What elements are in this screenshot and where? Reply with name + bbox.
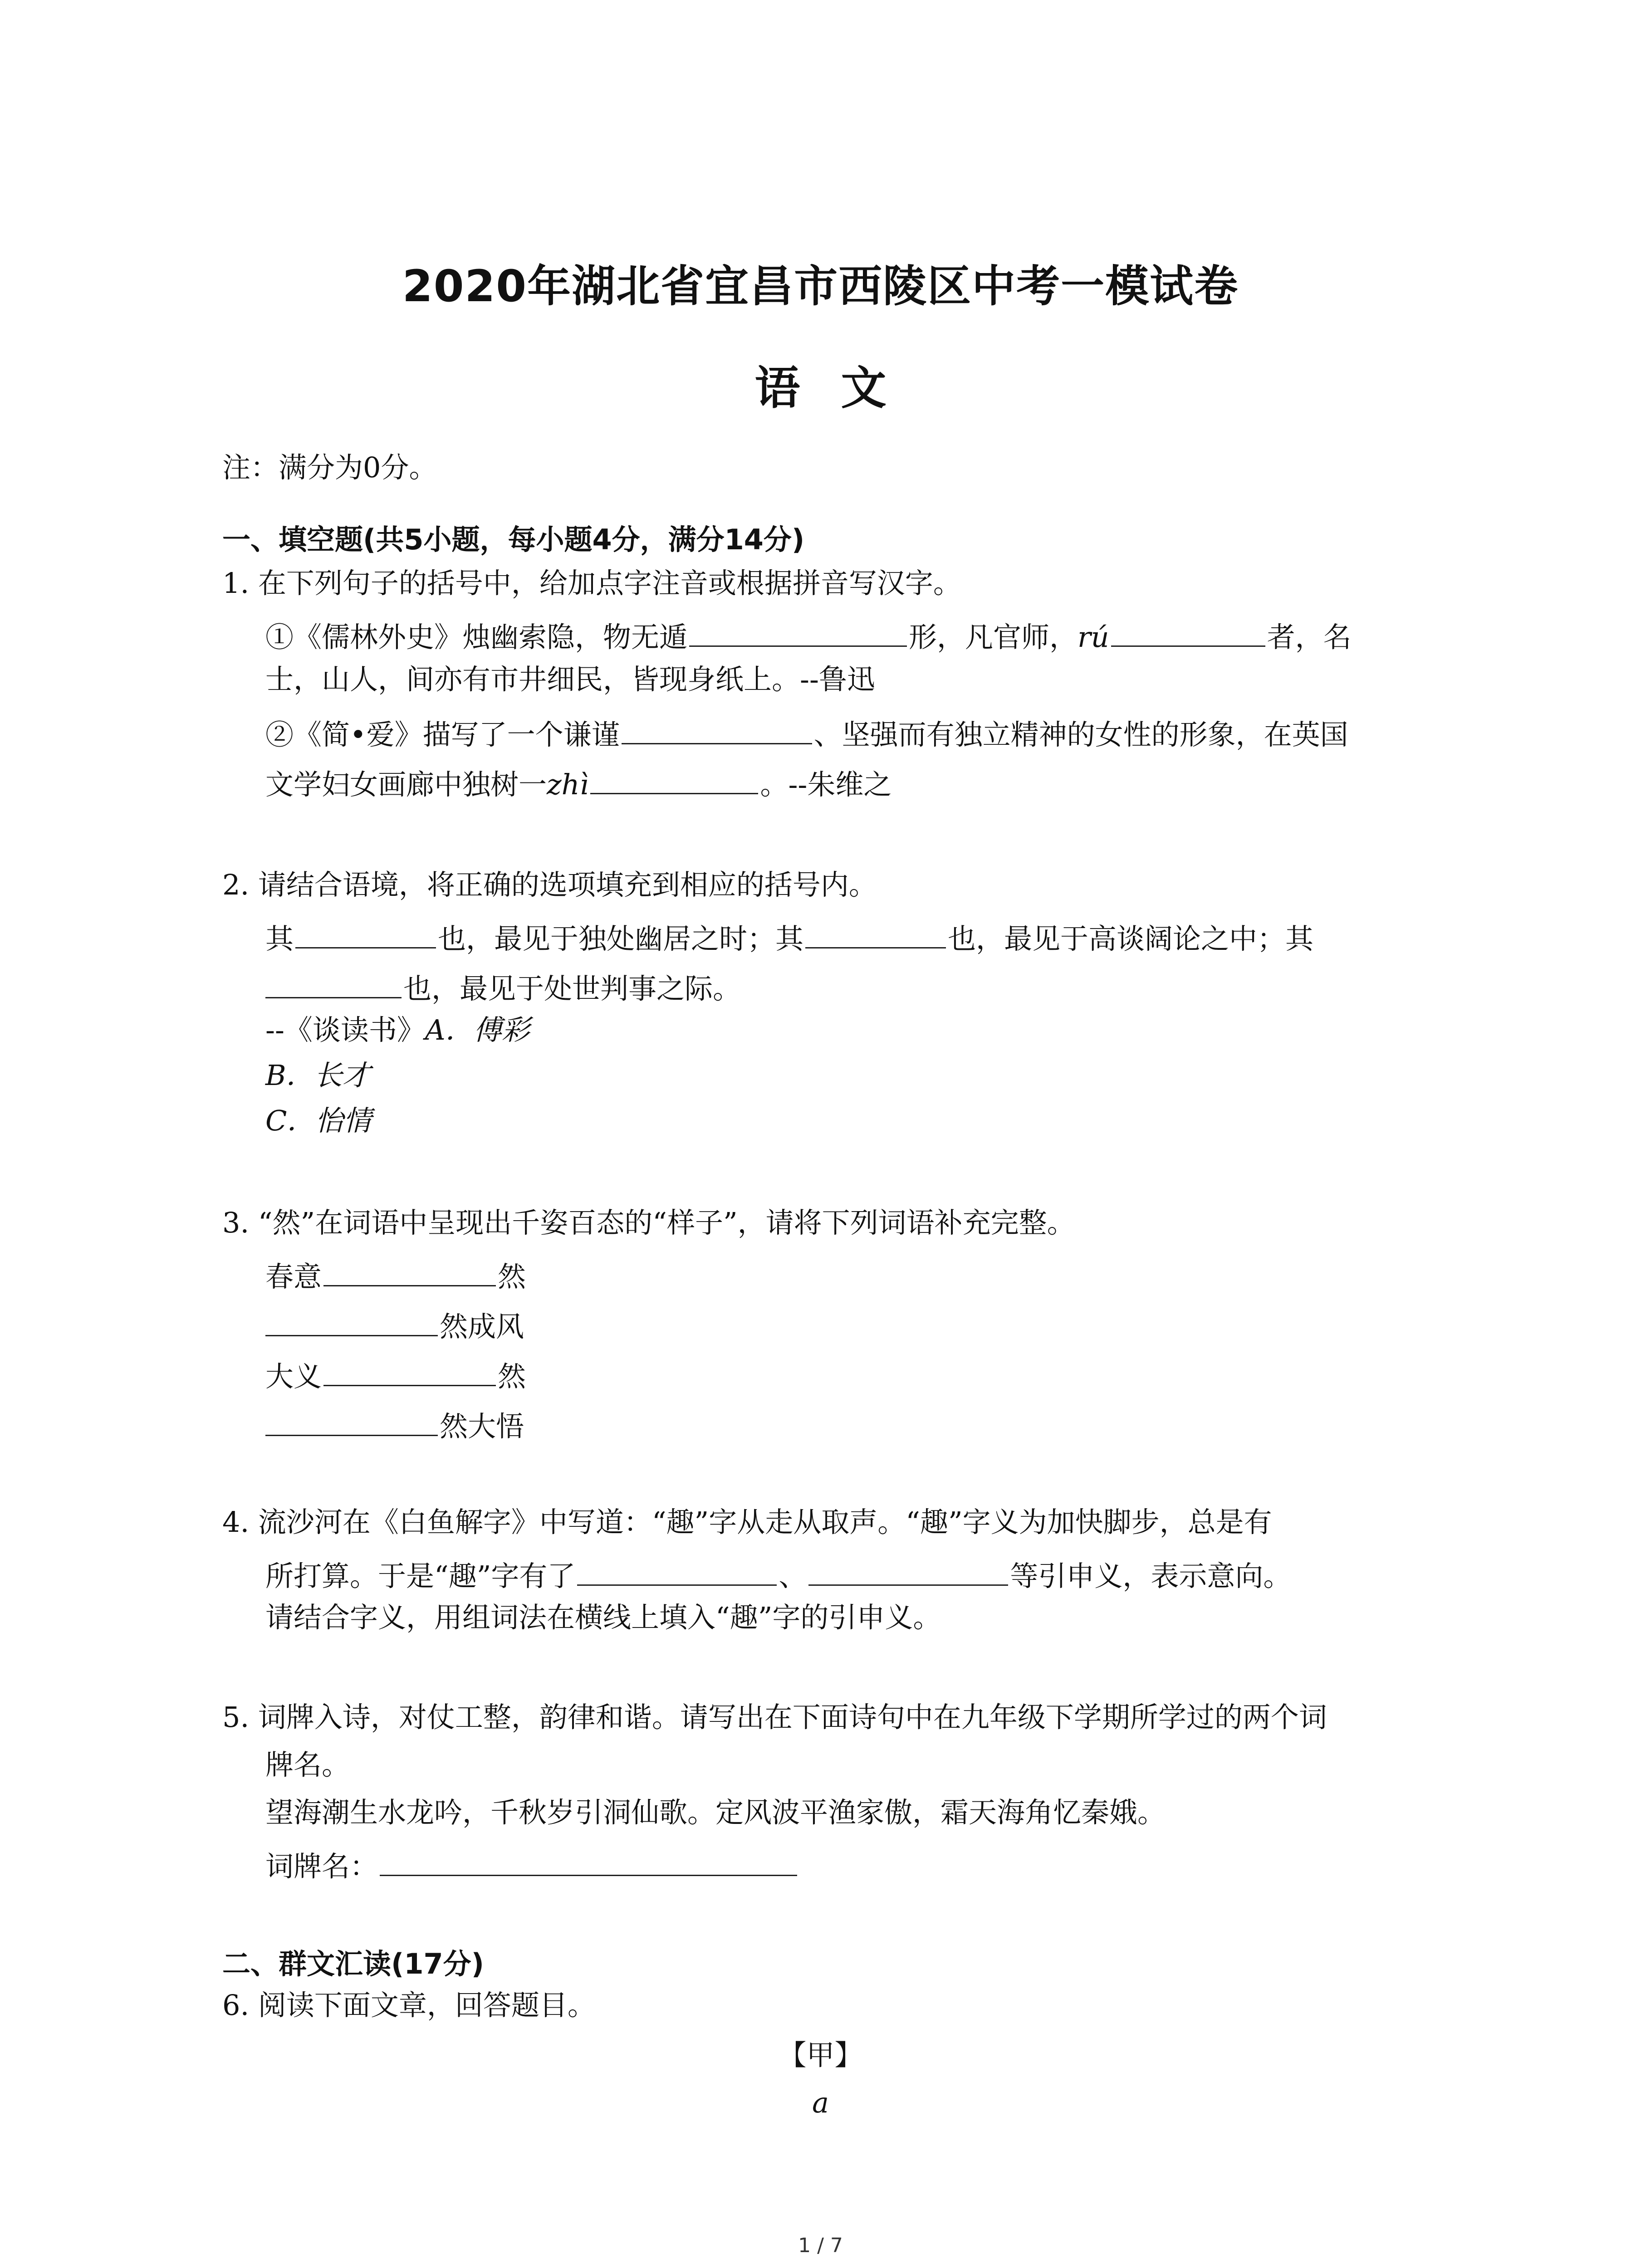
q2-option-c: C．怡情 [265, 1104, 372, 1137]
q5-label: 词牌名： [265, 1850, 378, 1883]
q5-line3: 望海潮生水龙吟，千秋岁引洞仙歌。定风波平渔家傲，霜天海角忆秦娥。 [265, 1796, 1166, 1829]
q2-line1 [265, 921, 1313, 953]
passage-label: 【甲】 [778, 2038, 863, 2072]
q1-line3 [265, 717, 1348, 749]
passage-text: a [812, 2086, 829, 2119]
answer-blank[interactable] [1111, 619, 1265, 647]
q2-line1-a: 其 [265, 922, 294, 955]
exam-title: 2020年湖北省宜昌市西陵区中考一模试卷 [402, 261, 1239, 312]
q3-word2-text: 然成风 [440, 1310, 524, 1343]
q1-line3-b: 、坚强而有独立精神的女性的形象，在英国 [813, 718, 1348, 751]
answer-blank[interactable] [323, 1359, 496, 1386]
q1-line4-a: 文学妇女画廊中独树一 [265, 768, 547, 801]
q3-word3-b: 然 [498, 1360, 526, 1393]
q3-word4-text: 然大悟 [440, 1410, 524, 1443]
q3-word3-a: 大义 [265, 1360, 322, 1393]
q2-line1-c: 也，最见于高谈阔论之中；其 [948, 922, 1314, 955]
q1-line1 [265, 619, 1352, 654]
q3-word1 [265, 1259, 526, 1291]
answer-blank[interactable] [265, 1309, 438, 1336]
q1-pinyin-ru: rú [1078, 621, 1109, 654]
q4-line2-c: 等引申义，表示意向。 [1010, 1559, 1292, 1593]
q4-line2-b: 、 [779, 1559, 807, 1593]
answer-blank[interactable] [590, 767, 758, 794]
answer-blank[interactable] [265, 971, 402, 998]
answer-blank[interactable] [577, 1558, 777, 1586]
q2-line2-text: 也，最见于处世判事之际。 [403, 972, 741, 1005]
page-number: 1 / 7 [798, 2234, 843, 2257]
q3-word1-b: 然 [498, 1260, 526, 1293]
q1-pinyin-zhi: zhì [547, 768, 589, 801]
q5-line2: 牌名。 [265, 1748, 350, 1781]
answer-blank[interactable] [323, 1259, 496, 1286]
q2-stem: 2. 请结合语境，将正确的选项填充到相应的括号内。 [222, 868, 877, 901]
q2-line1-b: 也，最见于独处幽居之时；其 [438, 922, 804, 955]
q2-option-a: A．傅彩 [425, 1013, 530, 1046]
q2-source: --《谈读书》 [265, 1013, 425, 1046]
score-note: 注：满分为0分。 [222, 451, 437, 484]
q5-line1: 5. 词牌入诗，对仗工整，韵律和谐。请写出在下面诗句中在九年级下学期所学过的两个词 [222, 1701, 1327, 1734]
q6-stem: 6. 阅读下面文章，回答题目。 [222, 1989, 596, 2022]
q4-line3: 请结合字义，用组词法在横线上填入“趣”字的引申义。 [265, 1601, 941, 1634]
q1-line1-a: ①《儒林外史》烛幽索隐，物无遁 [265, 621, 688, 654]
q5-line4 [265, 1848, 799, 1881]
q1-stem: 1. 在下列句子的括号中，给加点字注音或根据拼音写汉字。 [222, 567, 961, 600]
answer-blank[interactable] [805, 921, 946, 948]
q4-line2 [265, 1558, 1292, 1593]
q2-option-b: B．长才 [265, 1059, 371, 1092]
q3-word3 [265, 1359, 526, 1391]
q1-line1-c: 者，名 [1267, 621, 1352, 654]
section2-heading: 二、群文汇读(17分) [222, 1947, 484, 1980]
q3-word2 [265, 1309, 524, 1341]
q2-line2 [265, 971, 741, 1003]
q1-line4 [265, 767, 892, 799]
q3-word4 [265, 1408, 524, 1441]
exam-subject: 语文 [754, 362, 927, 415]
q1-line1-b: 形，凡官师， [909, 621, 1078, 654]
answer-blank[interactable] [622, 717, 812, 744]
q1-line2: 士，山人，间亦有市井细民，皆现身纸上。--鲁迅 [265, 663, 875, 696]
answer-blank[interactable] [295, 921, 436, 948]
section1-heading: 一、填空题(共5小题，每小题4分，满分14分) [222, 523, 805, 556]
q3-stem: 3. “然”在词语中呈现出千姿百态的“样子”，请将下列词语补充完整。 [222, 1206, 1075, 1239]
q2-line3 [265, 1013, 530, 1046]
q3-word1-a: 春意 [265, 1260, 322, 1293]
answer-blank[interactable] [265, 1408, 438, 1436]
q4-line1: 4. 流沙河在《白鱼解字》中写道：“趣”字从走从取声。“趣”字义为加快脚步，总是有 [222, 1505, 1272, 1539]
q1-line4-b: 。--朱维之 [760, 768, 892, 801]
q1-line3-a: ②《简•爱》描写了一个谦谨 [265, 718, 620, 751]
q4-line2-a: 所打算。于是“趣”字有了 [265, 1559, 576, 1593]
answer-blank[interactable] [380, 1848, 797, 1876]
answer-blank[interactable] [808, 1558, 1008, 1586]
answer-blank[interactable] [689, 619, 907, 647]
